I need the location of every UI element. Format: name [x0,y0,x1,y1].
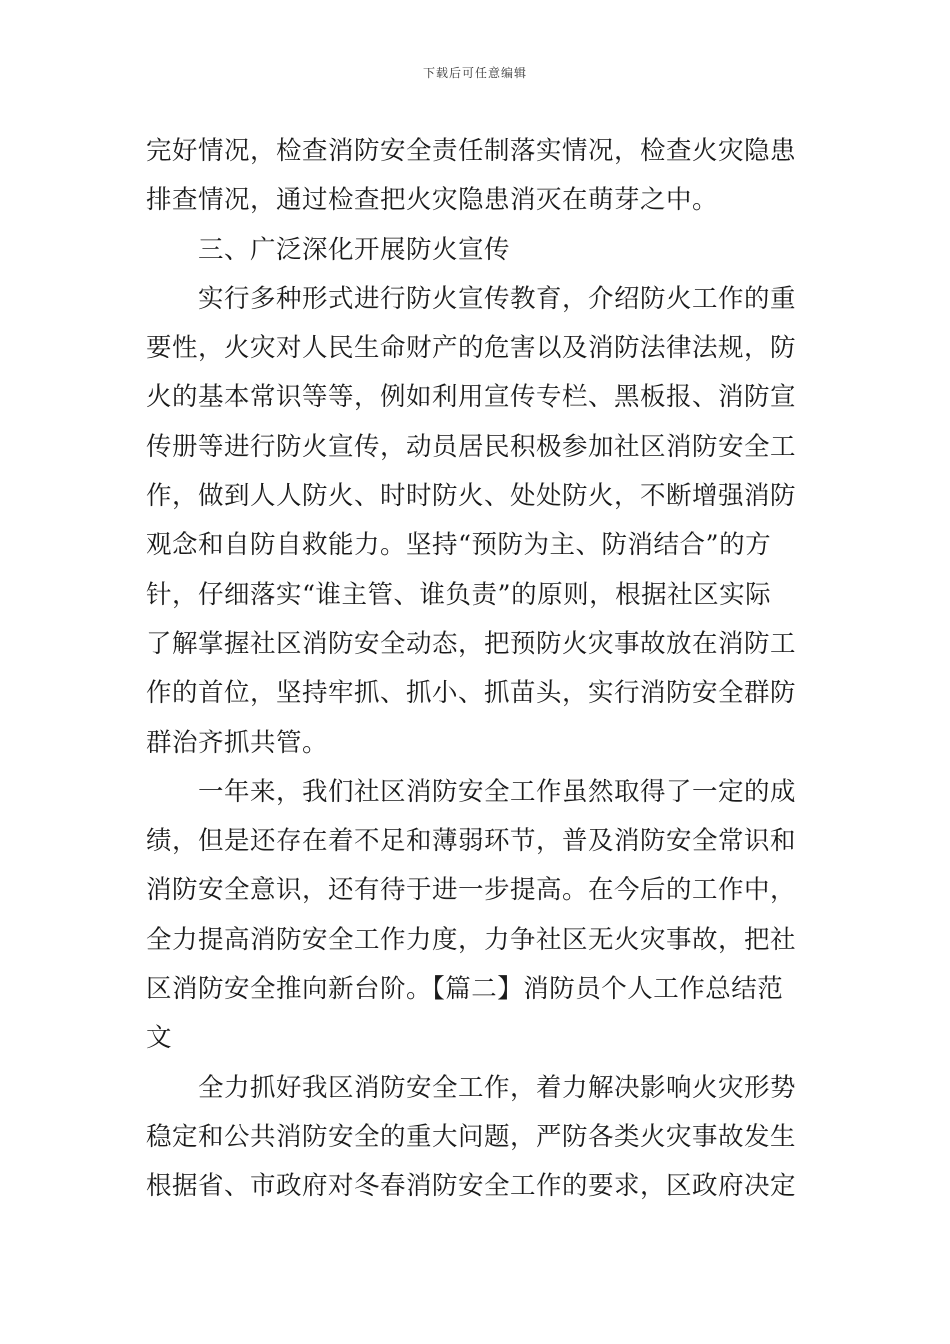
text-line: 排查情况，通过检查把火灾隐患消灭在萌芽之中。 [146,185,719,216]
text-line: 绩，但是还存在着不足和薄弱环节，普及消防安全常识和 [146,826,797,857]
text-line: 一年来，我们社区消防安全工作虽然取得了一定的成 [198,776,797,807]
text-line: 文 [146,1023,173,1054]
text-line: 针，仔细落实“谁主管、谁负责”的原则，根据社区实际 [146,579,772,610]
text-line: 根据省、市政府对冬春消防安全工作的要求，区政府决定 [146,1171,797,1202]
text-line: 实行多种形式进行防火宣传教育，介绍防火工作的重 [198,283,797,314]
text-line: 火的基本常识等等，例如利用宣传专栏、黑板报、消防宣 [146,382,797,413]
body-text [146,127,816,1212]
text-line: 区消防安全推向新台阶。【篇二】消防员个人工作总结范 [146,974,784,1005]
text-line: 群治齐抓共管。 [146,727,329,758]
text-line: 作，做到人人防火、时时防火、处处防火，不断增强消防 [146,481,797,512]
text-line: 了解掌握社区消防安全动态，把预防火灾事故放在消防工 [146,628,797,659]
text-line: 消防安全意识，还有待于进一步提高。在今后的工作中， [146,875,797,906]
text-line: 要性，火灾对人民生命财产的危害以及消防法律法规，防 [146,333,797,364]
text-line: 作的首位，坚持牢抓、抓小、抓苗头，实行消防安全群防 [146,678,797,709]
text-line: 稳定和公共消防安全的重大问题，严防各类火灾事故发生 [146,1121,797,1152]
text-line: 全力抓好我区消防安全工作，着力解决影响火灾形势 [198,1072,797,1103]
text-line: 观念和自防自救能力。坚持“预防为主、防消结合”的方 [146,530,772,561]
text-line: 传册等进行防火宣传，动员居民积极参加社区消防安全工 [146,431,797,462]
header-note: 下载后可任意编辑 [422,66,527,80]
text-line: 全力提高消防安全工作力度，力争社区无火灾事故，把社 [146,924,797,955]
text-line: 完好情况，检查消防安全责任制落实情况，检查火灾隐患 [146,136,797,166]
section-heading: 三、广泛深化开展防火宣传 [198,234,511,265]
